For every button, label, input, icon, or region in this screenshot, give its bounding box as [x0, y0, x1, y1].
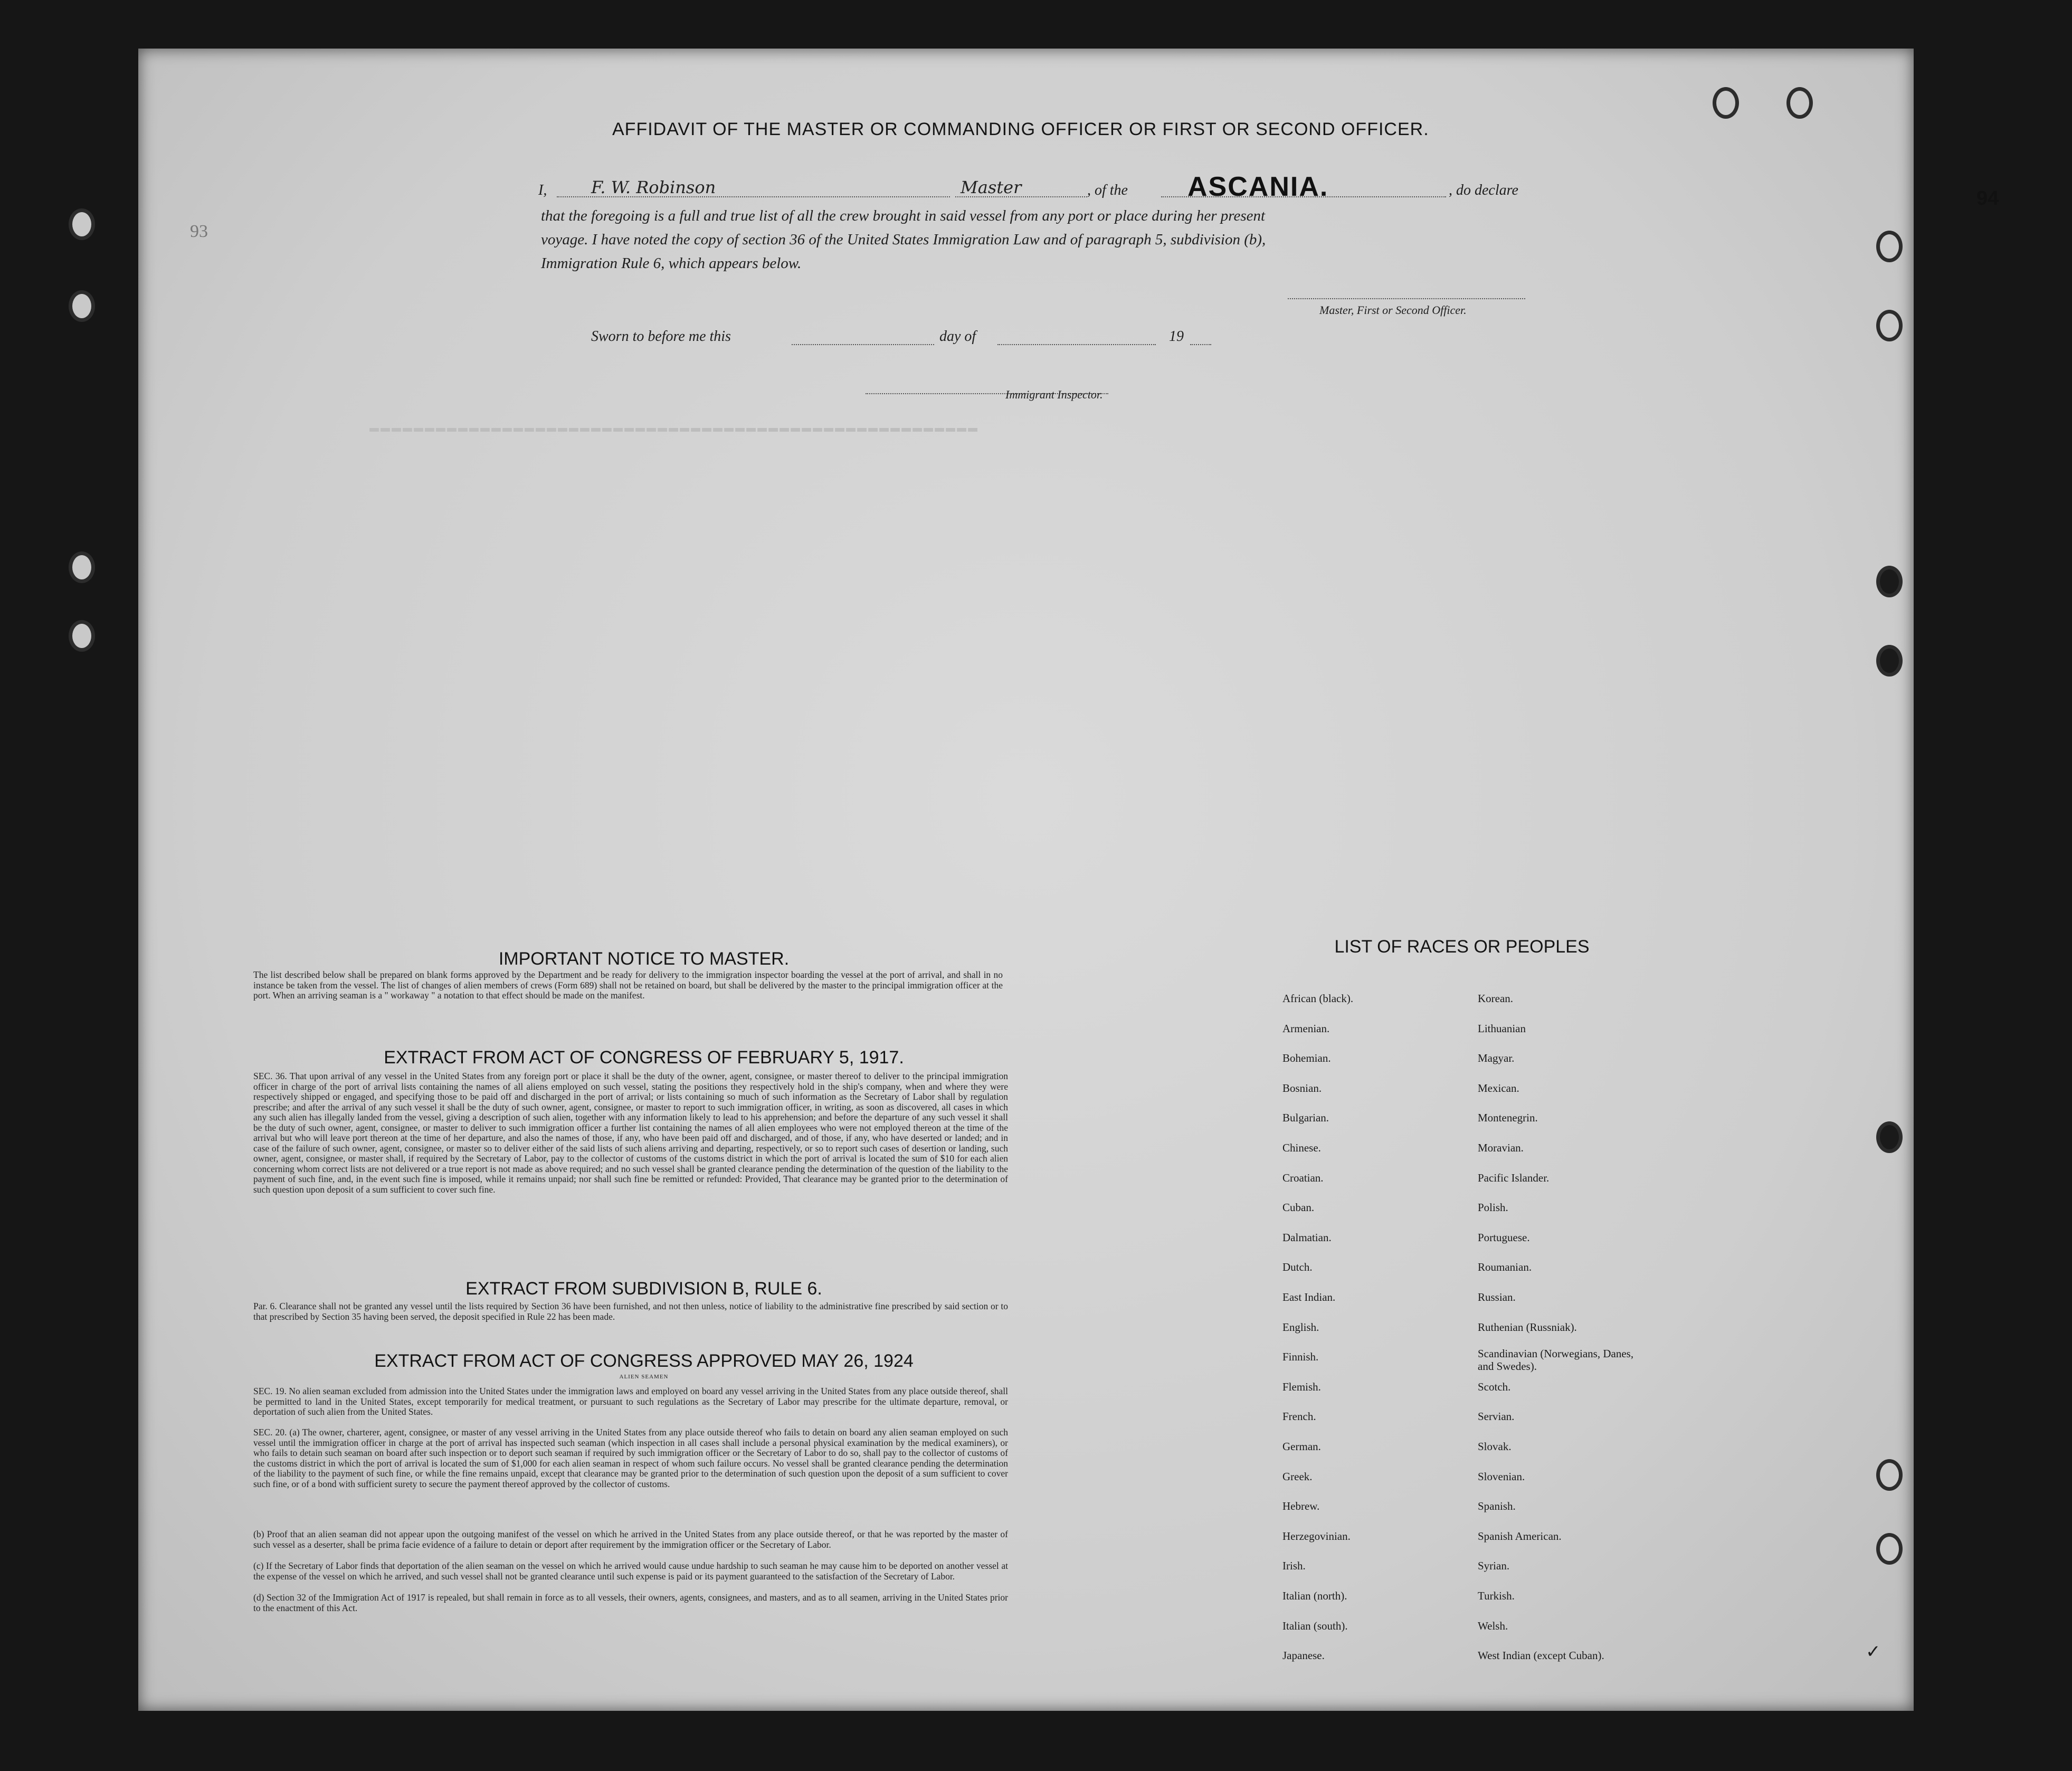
right-punch-hole-5: [1876, 1121, 1903, 1153]
races-title: LIST OF RACES OR PEOPLES: [1334, 937, 1590, 957]
race-item: Dutch.: [1282, 1261, 1313, 1274]
race-item: Moravian.: [1478, 1141, 1524, 1154]
race-item: West Indian (except Cuban).: [1478, 1649, 1604, 1662]
affidavit-line-2: voyage. I have noted the copy of section 36 of the United States Immigration Law and of paragraph 5, subdivision (b),: [541, 231, 1266, 248]
extract-1924-sec20b: (b) Proof that an alien seaman did not appear upon the outgoing manifest of the vessel on which he arrived in the United States from any place outside thereof, or that he was reported by the master of such vessel as a deserter, shall be prima facie evidence of a failure to detain or deport after requirement by the immigration officer or the Secretary of Labor.: [253, 1529, 1008, 1550]
race-item: Korean.: [1478, 992, 1514, 1005]
of-the-label: , of the: [1087, 182, 1128, 198]
race-item: Hebrew.: [1282, 1500, 1320, 1513]
race-item: German.: [1282, 1440, 1321, 1453]
left-punch-hole-3: [69, 551, 95, 583]
race-item: Polish.: [1478, 1201, 1508, 1214]
race-item: Spanish American.: [1478, 1529, 1562, 1543]
year-prefix: 19: [1169, 328, 1184, 345]
signer-name: F. W. Robinson: [591, 177, 716, 197]
race-item: Pacific Islander.: [1478, 1171, 1550, 1184]
race-item: Italian (south).: [1282, 1619, 1348, 1632]
right-punch-hole-2: [1876, 310, 1903, 341]
sworn-day-line: [792, 344, 934, 345]
race-item: Flemish.: [1282, 1380, 1321, 1393]
right-punch-hole-7: [1876, 1533, 1903, 1565]
left-punch-hole-4: [69, 620, 95, 652]
race-item: Bohemian.: [1282, 1052, 1331, 1065]
right-punch-hole-3: [1876, 566, 1903, 597]
inspector-label: Immigrant Inspector.: [1005, 388, 1103, 401]
right-punch-hole-4: [1876, 645, 1903, 677]
affidavit-line-3: Immigration Rule 6, which appears below.: [541, 255, 802, 272]
race-item: Chinese.: [1282, 1141, 1321, 1154]
extract-1924-title: EXTRACT FROM ACT OF CONGRESS APPROVED MAY 26, 1924: [374, 1351, 914, 1371]
top-punch-hole-1: [1713, 87, 1739, 119]
top-punch-hole-2: [1786, 87, 1813, 119]
race-item: Lithuanian: [1478, 1022, 1526, 1035]
race-item: African (black).: [1282, 992, 1354, 1005]
race-item: Magyar.: [1478, 1052, 1515, 1065]
race-item: Ruthenian (Russniak).: [1478, 1320, 1577, 1334]
right-punch-hole-1: [1876, 231, 1903, 262]
race-item: Montenegrin.: [1478, 1111, 1538, 1125]
extract-1924-subtitle: ALIEN SEAMEN: [619, 1374, 669, 1380]
affidavit-title: AFFIDAVIT OF THE MASTER OR COMMANDING OFFICER OR FIRST OR SECOND OFFICER.: [612, 119, 1429, 139]
left-punch-hole-2: [69, 290, 95, 322]
extract-1924-sec20c: (c) If the Secretary of Labor finds that deportation of the alien seaman on the vessel on which he arrived would cause undue hardship to such seaman he may cause him to be deported on another vessel at the expense of the vessel on which he arrived, and such vessel shall not be granted clearance until such expense is paid or its payment guaranteed to the satisfaction of the Secretary of Labor.: [253, 1560, 1008, 1582]
race-item: Italian (north).: [1282, 1589, 1347, 1602]
race-item: Cuban.: [1282, 1201, 1315, 1214]
race-item: Finnish.: [1282, 1350, 1319, 1364]
check-mark: ✓: [1866, 1642, 1881, 1662]
race-item: Greek.: [1282, 1470, 1313, 1483]
race-item: Roumanian.: [1478, 1261, 1532, 1274]
affidavit-i-label: I,: [538, 182, 547, 198]
right-page-number: 94: [1976, 187, 1999, 210]
extract-1924-sec19: SEC. 19. No alien seaman excluded from admission into the United States under the immigration laws and employed on board any vessel arriving in the United States from any place outside thereof, shall be permitted to land in the United States, except temporarily for medical treatment, or pursuant to such regulations as the Secretary of Labor may prescribe for the ultimate departure, removal, or deportation of such alien from the United States.: [253, 1386, 1008, 1417]
affidavit-line-1: that the foregoing is a full and true list of all the crew brought in said vessel from any port or place during her present: [541, 207, 1266, 224]
race-item: Russian.: [1478, 1291, 1516, 1303]
signer-rank-line: [955, 196, 1087, 197]
race-item: Portuguese.: [1478, 1231, 1530, 1244]
ship-name: ASCANIA.: [1187, 172, 1329, 202]
race-item: Welsh.: [1478, 1619, 1508, 1632]
signer-rank: Master: [961, 177, 1022, 197]
race-item: Syrian.: [1478, 1559, 1510, 1573]
extract-1917-text: SEC. 36. That upon arrival of any vessel in the United States from any foreign port or place it shall be the duty of the owner, agent, consignee, or master thereof to deliver to the principal immigration officer in charge of the port of arrival lists containing the names of all aliens employed on such vessel, stating the positions they respectively hold in the ship's company, when and where they were respectively shipped or engaged, and specifying those to be paid off and discharged in the port of arrival; or lists containing so much of such information as the Secretary of Labor shall by regulation prescribe; and after the arrival of any such vessel it shall be the duty of such owner, agent, consignee, or master to report to such immigration officer, in writing, as soon as discovered, all cases in which any such alien has illegally landed from the vessel, giving a description of such alien, together with any information likely to lead to his apprehension; and before the departure of any such vessel it shall be the duty of such owner, agent, consignee, or master to deliver to such immigration officer a further list containing the names of all alien employees who were not employed thereon at the time of the arrival but who will leave port thereon at the time of her departure, and also the names of those, if any, who have been paid off and discharged, and of those, if any, who have deserted or landed; and in case of the failure of such owner, agent, consignee, or master so to deliver either of the said lists of such aliens arriving and departing, respectively, or so to report such cases of desertion or landing, such owner, agent, consignee, or master shall, if required by the Secretary of Labor, pay to the collector of customs of the customs district in which the port of arrival is located the sum of $10 for each alien concerning whom correct lists are not delivered or a true report is not made as above required; and no such vessel shall be granted clearance pending the determination of the question of the liability to the payment of such fine, and, in the event such fine is imposed, while it remains unpaid; nor shall such fine be remitted or refunded: Provided, That clearance may be granted prior to the determination of such question upon deposit of a sum sufficient to cover such fine.: [253, 1071, 1008, 1195]
race-item: Turkish.: [1478, 1589, 1515, 1602]
extract-1924-sec20a: SEC. 20. (a) The owner, charterer, agent, consignee, or master of any vessel arriving in the United States from any place outside thereof who fails to detain on board any alien seaman employed on such vessel until the immigration officer in charge at the port of arrival has inspected such seaman (which inspection in all cases shall include a personal physical examination by the medical examiners), or who fails to detain such seaman on board after such inspection or to deport such seaman if required by such immigration officer or the Secretary of Labor to do so, shall pay to the collector of customs of the customs district in which the port of arrival is located the sum of $1,000 for each alien seaman in respect of whom such failure occurs. No vessel shall be granted clearance pending the determination of the liability to the payment of such fine, or while the fine remains unpaid, except that clearance may be granted prior to the determination of such question upon the deposit of a sum sufficient to cover such fine, or of a bond with sufficient surety to secure the payment thereof approved by the collector of customs.: [253, 1427, 1008, 1489]
race-item: Bulgarian.: [1282, 1111, 1329, 1125]
race-item: Servian.: [1478, 1410, 1515, 1423]
ship-name-line: [1161, 196, 1446, 197]
right-punch-hole-6: [1876, 1459, 1903, 1491]
extract-1924-sec20d: (d) Section 32 of the Immigration Act of 1917 is repealed, but shall remain in force as to all vessels, their owners, agents, consignees, and masters, and as to all seamen, arriving in the United States prior to the enactment of this Act.: [253, 1592, 1008, 1613]
race-item: East Indian.: [1282, 1291, 1336, 1303]
race-item: French.: [1282, 1410, 1316, 1423]
race-item: Dalmatian.: [1282, 1231, 1332, 1244]
race-item: Slovak.: [1478, 1440, 1512, 1453]
race-item: Croatian.: [1282, 1171, 1324, 1184]
notice-text: The list described below shall be prepared on blank forms approved by the Department and be ready for delivery to the immigration inspector boarding the vessel at the port of arrival, and shall in no instance be taken from the vessel. The list of changes of alien members of crews (Form 689) shall not be retained on board, but shall be delivered by the master to the principal immigration officer at the port. When an arriving seaman is a " workaway " a notation to that effect should be made on the manifest.: [253, 969, 1003, 1001]
master-signature-line: [1288, 298, 1525, 299]
extract-rule6-title: EXTRACT FROM SUBDIVISION B, RULE 6.: [465, 1279, 822, 1299]
race-item: Japanese.: [1282, 1649, 1325, 1662]
race-item: English.: [1282, 1320, 1319, 1334]
bleed-through-row: ▬▬▬▬▬▬▬▬▬▬▬▬▬▬▬▬▬▬▬▬▬▬▬▬▬▬▬▬▬▬▬▬▬▬▬▬▬▬▬▬▬▬▬▬▬▬▬▬▬▬▬▬▬▬▬: [369, 420, 980, 437]
race-item: Spanish.: [1478, 1500, 1516, 1513]
left-punch-hole-1: [69, 208, 95, 240]
left-page-number: 93: [190, 222, 208, 241]
master-signature-label: Master, First or Second Officer.: [1319, 303, 1467, 317]
extract-rule6-text: Par. 6. Clearance shall not be granted any vessel until the lists required by Section 36 have been furnished, and not then unless, notice of liability to the administrative fine prescribed by said section or to that prescribed by Section 35 having been served, the deposit specified in Rule 22 has been made.: [253, 1301, 1008, 1322]
race-item: Herzegovinian.: [1282, 1529, 1351, 1543]
day-of-label: day of: [939, 328, 976, 345]
notice-title: IMPORTANT NOTICE TO MASTER.: [498, 949, 790, 969]
signer-name-line: [557, 196, 950, 197]
race-item: Bosnian.: [1282, 1081, 1322, 1094]
race-item: Scandinavian (Norwegians, Danes, and Swedes).: [1478, 1347, 1634, 1373]
race-item: Irish.: [1282, 1559, 1306, 1573]
race-item: Slovenian.: [1478, 1470, 1525, 1483]
sworn-label: Sworn to before me this: [591, 328, 731, 345]
year-line: [1190, 344, 1211, 345]
extract-1917-title: EXTRACT FROM ACT OF CONGRESS OF FEBRUARY 5, 1917.: [384, 1048, 904, 1068]
race-item: Armenian.: [1282, 1022, 1330, 1035]
do-declare-label: , do declare: [1449, 182, 1518, 198]
sworn-month-line: [997, 344, 1156, 345]
race-item: Scotch.: [1478, 1380, 1511, 1393]
race-item: Mexican.: [1478, 1081, 1519, 1094]
